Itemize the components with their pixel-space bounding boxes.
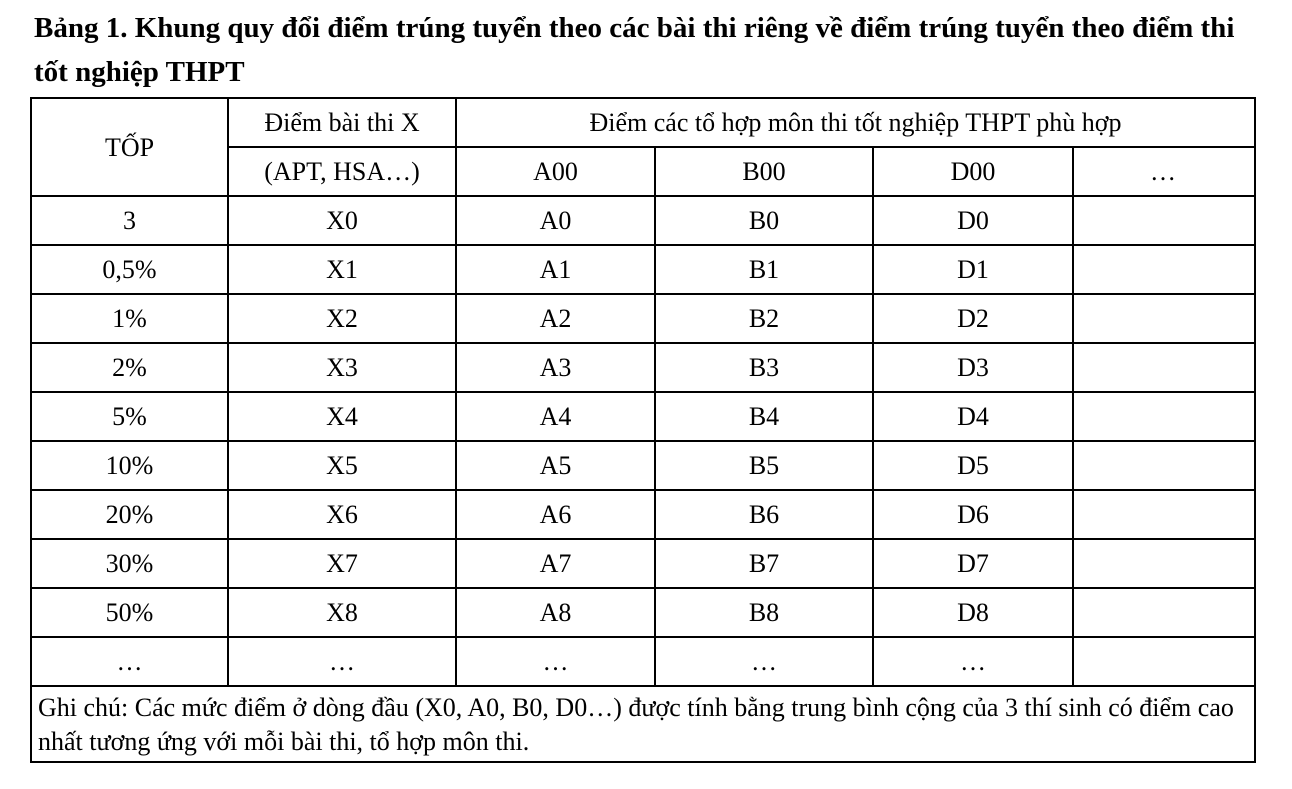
cell-x: X6 xyxy=(228,490,456,539)
cell-d00: D7 xyxy=(873,539,1073,588)
cell-d00: D1 xyxy=(873,245,1073,294)
cell-more xyxy=(1073,343,1255,392)
table-row xyxy=(31,392,1255,441)
header-top: TỐP xyxy=(31,98,228,196)
cell-d00: D0 xyxy=(873,196,1073,245)
table-row xyxy=(31,245,1255,294)
cell-x: X8 xyxy=(228,588,456,637)
header-col-d00: D00 xyxy=(873,147,1073,196)
cell-top: 5% xyxy=(31,392,228,441)
conversion-table xyxy=(30,97,1256,763)
header-combo: Điểm các tổ hợp môn thi tốt nghiệp THPT phù hợp xyxy=(456,98,1255,147)
cell-more xyxy=(1073,196,1255,245)
cell-d00: D8 xyxy=(873,588,1073,637)
header-col-more: … xyxy=(1073,147,1255,196)
header-row-1 xyxy=(31,98,1255,147)
cell-x: X5 xyxy=(228,441,456,490)
cell-a00: A1 xyxy=(456,245,655,294)
cell-a00: A7 xyxy=(456,539,655,588)
header-x-line2: (APT, HSA…) xyxy=(228,147,456,196)
cell-b00: … xyxy=(655,637,873,686)
cell-top: 3 xyxy=(31,196,228,245)
cell-b00: B4 xyxy=(655,392,873,441)
table-row xyxy=(31,539,1255,588)
cell-more xyxy=(1073,539,1255,588)
cell-d00: D5 xyxy=(873,441,1073,490)
table-row xyxy=(31,441,1255,490)
cell-b00: B5 xyxy=(655,441,873,490)
cell-b00: B8 xyxy=(655,588,873,637)
cell-more xyxy=(1073,392,1255,441)
cell-d00: D3 xyxy=(873,343,1073,392)
cell-more xyxy=(1073,294,1255,343)
cell-more xyxy=(1073,637,1255,686)
cell-top: 0,5% xyxy=(31,245,228,294)
header-col-b00: B00 xyxy=(655,147,873,196)
note-row xyxy=(31,686,1255,762)
cell-a00: A2 xyxy=(456,294,655,343)
header-col-a00: A00 xyxy=(456,147,655,196)
cell-b00: B1 xyxy=(655,245,873,294)
cell-top: 2% xyxy=(31,343,228,392)
cell-a00: A0 xyxy=(456,196,655,245)
header-x-line1: Điểm bài thi X xyxy=(228,98,456,147)
cell-top: 10% xyxy=(31,441,228,490)
cell-more xyxy=(1073,490,1255,539)
table-row xyxy=(31,637,1255,686)
table-caption: Bảng 1. Khung quy đổi điểm trúng tuyển theo các bài thi riêng về điểm trúng tuyển theo điểm thi tốt nghiệp THPT xyxy=(34,12,1235,88)
cell-d00: D6 xyxy=(873,490,1073,539)
cell-b00: B0 xyxy=(655,196,873,245)
cell-d00: D2 xyxy=(873,294,1073,343)
table-row xyxy=(31,490,1255,539)
table-row xyxy=(31,196,1255,245)
cell-d00: D4 xyxy=(873,392,1073,441)
cell-top: 1% xyxy=(31,294,228,343)
cell-a00: A6 xyxy=(456,490,655,539)
cell-a00: A5 xyxy=(456,441,655,490)
cell-x: X0 xyxy=(228,196,456,245)
cell-a00: A3 xyxy=(456,343,655,392)
table-row xyxy=(31,294,1255,343)
cell-x: X1 xyxy=(228,245,456,294)
cell-x: X3 xyxy=(228,343,456,392)
cell-a00: A8 xyxy=(456,588,655,637)
cell-x: X7 xyxy=(228,539,456,588)
cell-b00: B6 xyxy=(655,490,873,539)
cell-more xyxy=(1073,245,1255,294)
cell-b00: B2 xyxy=(655,294,873,343)
cell-a00: A4 xyxy=(456,392,655,441)
cell-top: 50% xyxy=(31,588,228,637)
cell-d00: … xyxy=(873,637,1073,686)
table-row xyxy=(31,343,1255,392)
table-row xyxy=(31,588,1255,637)
cell-more xyxy=(1073,441,1255,490)
cell-b00: B3 xyxy=(655,343,873,392)
cell-x: … xyxy=(228,637,456,686)
table-note: Ghi chú: Các mức điểm ở dòng đầu (X0, A0, B0, D0…) được tính bằng trung bình cộng của 3 thí sinh có điểm cao nhất tương ứng với mỗi bài thi, tổ hợp môn thi. xyxy=(31,686,1255,762)
cell-b00: B7 xyxy=(655,539,873,588)
cell-a00: … xyxy=(456,637,655,686)
cell-top: 20% xyxy=(31,490,228,539)
cell-top: 30% xyxy=(31,539,228,588)
cell-more xyxy=(1073,588,1255,637)
cell-x: X2 xyxy=(228,294,456,343)
cell-top: … xyxy=(31,637,228,686)
cell-x: X4 xyxy=(228,392,456,441)
